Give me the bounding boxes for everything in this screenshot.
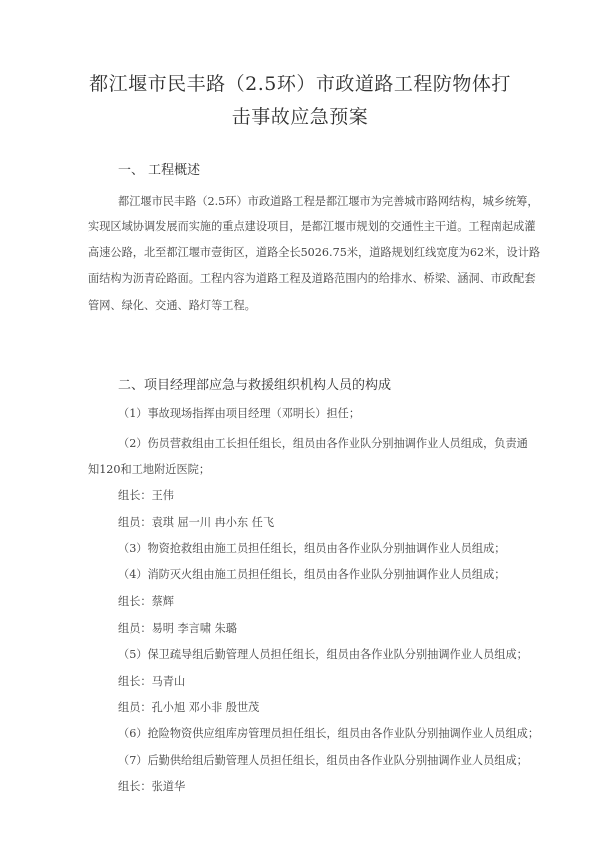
section-2-item: （6）抢险物资供应组库房管理员担任组长，组员由各作业队分别抽调作业人员组成；	[118, 727, 540, 740]
section-2-heading: 二、项目经理部应急与救援组织机构人员的构成	[118, 378, 392, 393]
group-members: 组员：袁琪 屈一川 冉小东 任飞	[118, 516, 275, 529]
group-members: 组员：易明 李言啸 朱璐	[118, 622, 237, 635]
document-title-line-1: 都江堰市民丰路（2.5环）市政道路工程防物体打	[89, 73, 511, 95]
overview-line: 面结构为沥青砼路面。工程内容为道路工程及道路范围内的给排水、桥梁、涵洞、市政配套	[88, 272, 536, 285]
overview-line: 都江堰市民丰路（2.5环）市政道路工程是都江堰市为完善城市路网结构，城乡统筹，	[118, 195, 539, 208]
group-members: 组员：孔小旭 邓小非 殷世茂	[118, 701, 260, 714]
overview-line: 实现区域协调发展而实施的重点建设项目，是都江堰市规划的交通性主干道。工程南起成灌	[88, 220, 536, 233]
section-2-item: （5）保卫疏导组后勤管理人员担任组长，组员由各作业队分别抽调作业人员组成；	[118, 648, 528, 661]
overview-line: 高速公路，北至都江堰市壹街区，道路全长5026.75米，道路规划红线宽度为62米，设计路	[88, 246, 541, 259]
section-2-item: （1）事故现场指挥由项目经理（邓明长）担任；	[118, 407, 361, 420]
section-2-item: 知120和工地附近医院；	[88, 463, 211, 476]
section-2-item: （7）后勤供给组后勤管理人员担任组长，组员由各作业队分别抽调作业人员组成；	[118, 754, 528, 767]
section-2-item: （4）消防灭火组由施工员担任组长，组员由各作业队分别抽调作业人员组成；	[118, 568, 506, 581]
document-title-line-2: 击事故应急预案	[231, 106, 369, 128]
group-leader: 组长：马青山	[118, 675, 186, 688]
group-leader: 组长：王伟	[118, 489, 174, 502]
group-leader: 组长：蔡辉	[118, 595, 174, 608]
section-1-heading: 一、 工程概述	[118, 163, 201, 178]
section-2-item: （2）伤员营救组由工长担任组长，组员由各作业队分别抽调作业人员组成，负责通	[118, 437, 528, 450]
overview-line: 管网、绿化、交通、路灯等工程。	[88, 299, 256, 312]
group-leader: 组长：张道华	[118, 780, 186, 793]
section-2-item: （3）物资抢救组由施工员担任组长，组员由各作业队分别抽调作业人员组成；	[118, 542, 506, 555]
